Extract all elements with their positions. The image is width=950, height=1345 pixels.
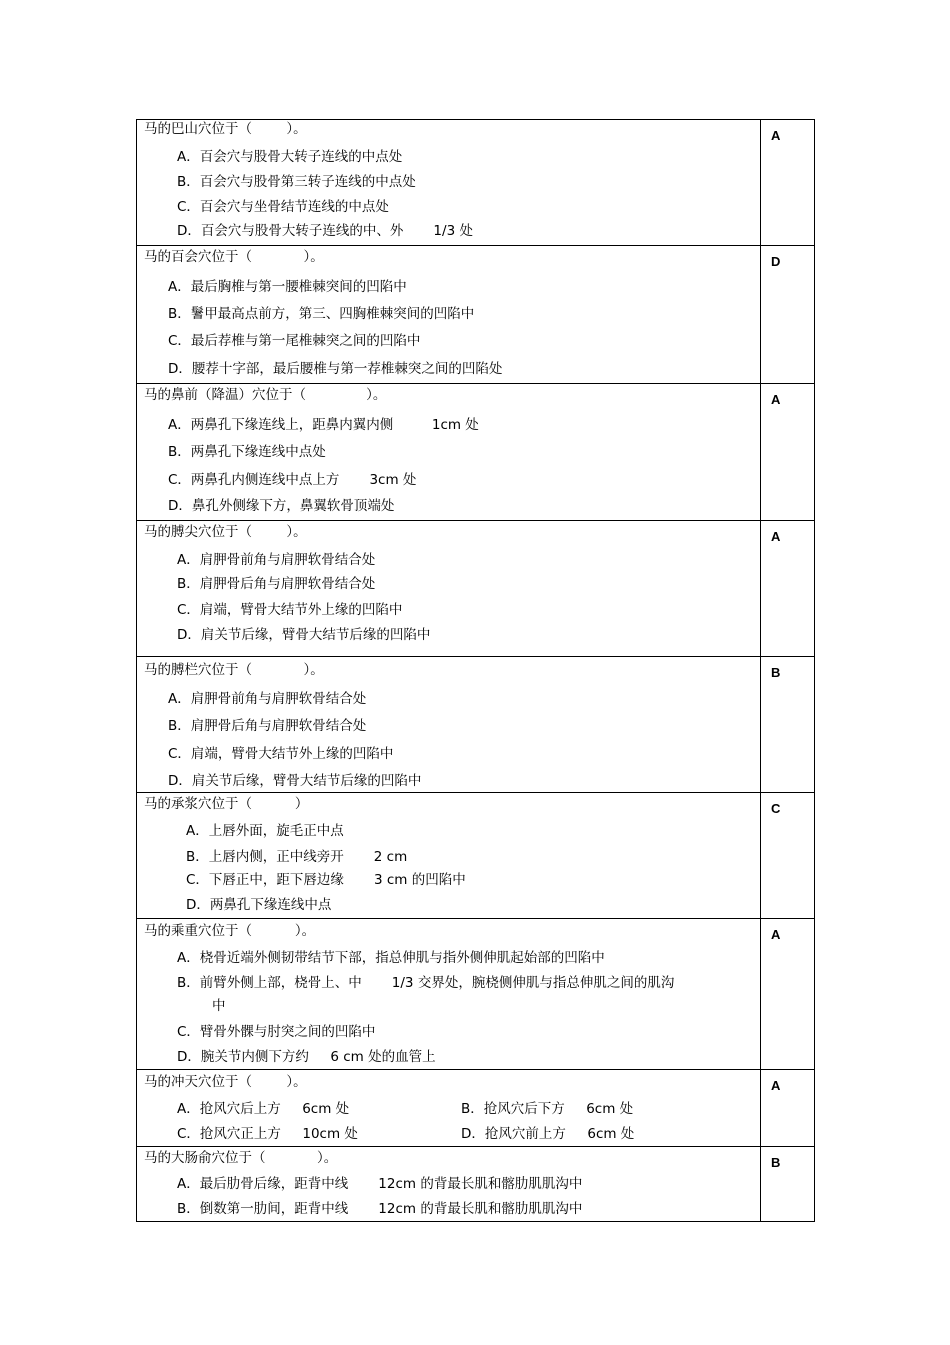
option-d: D．抢风穴前上方 6cm 处 [461, 1126, 635, 1142]
option-b: B．肩胛骨后角与肩胛软骨结合处 [168, 718, 367, 734]
question-cell [137, 120, 761, 246]
option-b: B．前臂外侧上部，桡骨上、中 1/3 交界处，腕桡侧伸肌与指总伸肌之间的肌沟 [177, 975, 675, 991]
option-a: A．百会穴与股骨大转子连线的中点处 [177, 149, 403, 165]
option-c: C．百会穴与坐骨结节连线的中点处 [177, 199, 389, 215]
option-b-continuation: 中 [212, 998, 226, 1014]
option-a: A．肩胛骨前角与肩胛软骨结合处 [168, 691, 367, 707]
question-cell [137, 521, 761, 657]
question-cell [137, 1070, 761, 1147]
option-d: D．腕关节内侧下方约 6 cm 处的血管上 [177, 1049, 436, 1065]
option-b: B．上唇内侧，正中线旁开 2 cm [186, 849, 408, 865]
question-row [137, 1147, 815, 1222]
answer-letter: B [771, 1155, 781, 1170]
question-cell [137, 384, 761, 521]
question-row [137, 657, 815, 793]
answer-letter: A [771, 1078, 781, 1093]
question-table [136, 119, 815, 1222]
option-a: A．桡骨近端外侧韧带结节下部，指总伸肌与指外侧伸肌起始部的凹陷中 [177, 950, 605, 966]
option-c: C．抢风穴正上方 10cm 处 [177, 1126, 358, 1142]
question-row [137, 246, 815, 384]
question-cell [137, 246, 761, 384]
answer-letter: D [771, 254, 781, 269]
option-d: D．腰荐十字部，最后腰椎与第一荐椎棘突之间的凹陷处 [168, 361, 503, 377]
option-b: B．肩胛骨后角与肩胛软骨结合处 [177, 576, 376, 592]
question-stem: 马的膊栏穴位于（ ）。 [144, 662, 324, 678]
option-a: A．肩胛骨前角与肩胛软骨结合处 [177, 552, 376, 568]
question-row [137, 1070, 815, 1147]
answer-cell [761, 793, 815, 919]
question-stem: 马的膊尖穴位于（ ）。 [144, 524, 307, 540]
question-cell [137, 793, 761, 919]
question-stem: 马的巴山穴位于（ ）。 [144, 121, 307, 137]
option-d: D．百会穴与股骨大转子连线的中、外 1/3 处 [177, 223, 473, 239]
answer-letter: A [771, 392, 781, 407]
option-d: D．两鼻孔下缘连线中点 [186, 897, 332, 913]
option-b: B．百会穴与股骨第三转子连线的中点处 [177, 174, 416, 190]
answer-letter: A [771, 529, 781, 544]
question-row [137, 919, 815, 1070]
option-d: D．鼻孔外侧缘下方，鼻翼软骨顶端处 [168, 498, 395, 514]
option-c: C．最后荐椎与第一尾椎棘突之间的凹陷中 [168, 333, 421, 349]
answer-cell [761, 384, 815, 521]
question-stem: 马的冲天穴位于（ ）。 [144, 1074, 307, 1090]
question-cell [137, 657, 761, 793]
answer-cell [761, 919, 815, 1070]
question-row [137, 384, 815, 521]
option-c: C．两鼻孔内侧连线中点上方 3cm 处 [168, 472, 417, 488]
option-c: C．肩端，臂骨大结节外上缘的凹陷中 [177, 602, 403, 618]
option-a: A．两鼻孔下缘连线上，距鼻内翼内侧 1cm 处 [168, 417, 479, 433]
option-c: C．下唇正中，距下唇边缘 3 cm 的凹陷中 [186, 872, 466, 888]
option-a: A．抢风穴后上方 6cm 处 [177, 1101, 350, 1117]
question-stem: 马的大肠俞穴位于（ ）。 [144, 1150, 338, 1166]
question-stem: 马的百会穴位于（ ）。 [144, 249, 324, 265]
question-stem: 马的承浆穴位于（ ） [144, 796, 309, 812]
option-b: B．抢风穴后下方 6cm 处 [461, 1101, 634, 1117]
question-cell [137, 919, 761, 1070]
option-a: A．最后肋骨后缘，距背中线 12cm 的背最长肌和髂肋肌肌沟中 [177, 1176, 583, 1192]
option-b: B．两鼻孔下缘连线中点处 [168, 444, 326, 460]
option-d: D．肩关节后缘，臂骨大结节后缘的凹陷中 [168, 773, 422, 789]
option-a: A．上唇外面，旋毛正中点 [186, 823, 344, 839]
question-stem: 马的鼻前（降温）穴位于（ ）。 [144, 387, 387, 403]
answer-cell [761, 1070, 815, 1147]
answer-cell [761, 1147, 815, 1222]
answer-letter: A [771, 128, 781, 143]
answer-letter: A [771, 927, 781, 942]
option-c: C．臂骨外髁与肘突之间的凹陷中 [177, 1024, 376, 1040]
question-row [137, 793, 815, 919]
question-row [137, 521, 815, 657]
answer-cell [761, 120, 815, 246]
option-b: B．鬐甲最高点前方，第三、四胸椎棘突间的凹陷中 [168, 306, 475, 322]
answer-cell [761, 521, 815, 657]
answer-cell [761, 657, 815, 793]
question-cell [137, 1147, 761, 1222]
question-row [137, 120, 815, 246]
option-c: C．肩端，臂骨大结节外上缘的凹陷中 [168, 746, 394, 762]
question-stem: 马的乘重穴位于（ ）。 [144, 923, 316, 939]
answer-letter: B [771, 665, 781, 680]
option-d: D．肩关节后缘，臂骨大结节后缘的凹陷中 [177, 627, 431, 643]
option-a: A．最后胸椎与第一腰椎棘突间的凹陷中 [168, 279, 407, 295]
option-b: B．倒数第一肋间，距背中线 12cm 的背最长肌和髂肋肌肌沟中 [177, 1201, 583, 1217]
answer-letter: C [771, 801, 781, 816]
answer-cell [761, 246, 815, 384]
